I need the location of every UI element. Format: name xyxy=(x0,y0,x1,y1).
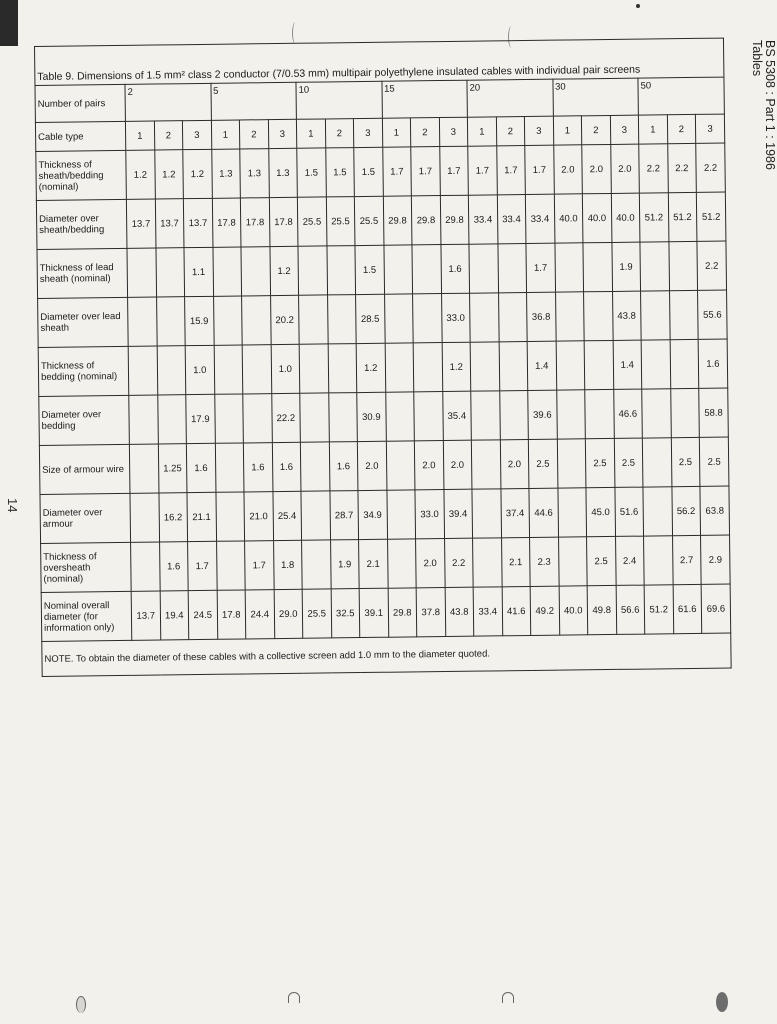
table-cell: 24.4 xyxy=(245,590,274,639)
row-label: Diameter over sheath/bedding xyxy=(36,199,127,249)
row-label: Thickness of oversheath (nominal) xyxy=(41,542,132,592)
table-cell xyxy=(643,487,672,536)
table-cell: 35.4 xyxy=(442,391,471,440)
table-cell xyxy=(557,439,586,488)
page-number: 14 xyxy=(5,498,20,513)
table-cell xyxy=(328,393,357,442)
table-cell xyxy=(213,247,242,296)
table-cell: 33.4 xyxy=(468,195,497,244)
table-cell: 40.0 xyxy=(554,194,583,243)
table-cell: 2.1 xyxy=(501,537,530,586)
table-cell xyxy=(302,540,331,589)
table-cell xyxy=(472,489,501,538)
table-cell xyxy=(328,344,357,393)
cable-type-cell: 3 xyxy=(610,115,639,144)
scan-corner-mark xyxy=(0,0,18,46)
table-cell: 1.3 xyxy=(268,148,297,197)
table-row xyxy=(41,584,731,641)
table-cell: 1.5 xyxy=(355,245,384,294)
table-cell xyxy=(387,539,416,588)
table-cell: 2.0 xyxy=(553,145,582,194)
table-cell xyxy=(641,340,670,389)
table-cell: 1.7 xyxy=(468,146,497,195)
table-cell xyxy=(556,341,585,390)
table-cell xyxy=(327,246,356,295)
table-cell xyxy=(216,541,245,590)
scan-hole-mark xyxy=(76,996,86,1013)
paper-fold-mark xyxy=(292,22,299,44)
table-cell: 17.8 xyxy=(240,198,269,247)
cable-type-cell: 1 xyxy=(211,120,240,149)
table-cell xyxy=(554,243,583,292)
table-cell: 2.5 xyxy=(528,439,557,488)
table-cell xyxy=(386,441,415,490)
cable-type-cell: 3 xyxy=(439,117,468,146)
table-cell: 2.2 xyxy=(696,143,726,192)
table-row xyxy=(41,535,731,592)
cable-type-cell: 2 xyxy=(325,119,354,148)
table-cell: 2.0 xyxy=(500,439,529,488)
table-cell xyxy=(129,444,158,493)
table-cell: 33.4 xyxy=(525,194,554,243)
cable-type-cell: 3 xyxy=(268,119,297,148)
table-cell xyxy=(642,438,671,487)
table-cell xyxy=(413,294,442,343)
row-label: Thickness of bedding (nominal) xyxy=(38,346,129,396)
table-cell: 1.7 xyxy=(525,145,554,194)
running-header xyxy=(750,40,776,170)
table-cell xyxy=(300,393,329,442)
table-cell: 1.4 xyxy=(527,341,556,390)
table-cell: 40.0 xyxy=(582,193,611,242)
table-cell: 21.1 xyxy=(187,492,216,541)
table-cell: 1.7 xyxy=(188,541,217,590)
table-cell: 1.6 xyxy=(243,443,272,492)
table-cell: 2.1 xyxy=(359,539,388,588)
table-cell xyxy=(299,344,328,393)
table-cell: 20.2 xyxy=(270,295,299,344)
scan-speck xyxy=(636,4,640,8)
table-cell: 1.7 xyxy=(411,147,440,196)
table-cell xyxy=(128,346,157,395)
table-cell xyxy=(473,538,502,587)
pair-group-header: 15 xyxy=(382,80,468,118)
table-cell: 1.2 xyxy=(126,150,155,199)
cable-type-cell: 2 xyxy=(154,121,183,150)
row-label: Thickness of sheath/bedding (nominal) xyxy=(36,150,127,200)
table-cell: 15.9 xyxy=(185,296,214,345)
table-cell: 40.0 xyxy=(611,193,640,242)
table-cell xyxy=(384,245,413,294)
table-cell: 43.8 xyxy=(612,291,641,340)
cable-type-cell: 1 xyxy=(467,117,496,146)
table-cell: 37.8 xyxy=(416,588,445,637)
table-cell xyxy=(242,296,271,345)
table-cell: 1.7 xyxy=(245,541,274,590)
table-cell xyxy=(555,292,584,341)
cable-type-cell: 2 xyxy=(239,120,268,149)
table-cell: 2.2 xyxy=(444,538,473,587)
table-cell: 33.4 xyxy=(497,195,526,244)
table-cell: 1.7 xyxy=(439,146,468,195)
table-cell: 1.2 xyxy=(154,150,183,199)
table-cell: 29.8 xyxy=(440,195,469,244)
table-cell: 51.2 xyxy=(696,192,726,241)
table-container xyxy=(34,38,732,677)
table-cell: 2.3 xyxy=(530,537,559,586)
row-label: Nominal overall diameter (for information only) xyxy=(41,591,132,641)
table-cell: 1.7 xyxy=(382,147,411,196)
table-cell: 1.5 xyxy=(297,148,326,197)
table-cell xyxy=(214,345,243,394)
table-cell xyxy=(469,244,498,293)
table-cell xyxy=(499,341,528,390)
table-row xyxy=(40,486,730,543)
table-cell: 24.5 xyxy=(188,590,217,639)
table-cell xyxy=(413,343,442,392)
table-cell xyxy=(242,345,271,394)
table-cell: 25.5 xyxy=(302,589,331,638)
table-cell: 32.5 xyxy=(331,589,360,638)
table-cell: 2.2 xyxy=(667,143,696,192)
table-cell: 2.5 xyxy=(614,438,643,487)
pairs-label: Number of pairs xyxy=(35,84,125,122)
table-cell: 1.25 xyxy=(158,444,187,493)
pair-group-header: 5 xyxy=(211,82,297,120)
table-row xyxy=(38,339,728,396)
table-cell xyxy=(215,443,244,492)
table-cell: 1.6 xyxy=(698,339,728,388)
table-cell: 25.5 xyxy=(326,197,355,246)
table-cell: 69.6 xyxy=(701,584,731,633)
table-cell xyxy=(644,536,673,585)
pair-group-header: 2 xyxy=(125,83,211,121)
cable-type-label: Cable type xyxy=(35,121,125,151)
table-cell xyxy=(670,339,699,388)
table-cell: 1.2 xyxy=(183,149,212,198)
table-cell xyxy=(241,247,270,296)
table-cell: 49.2 xyxy=(530,586,559,635)
table-cell: 39.4 xyxy=(443,489,472,538)
table-cell: 40.0 xyxy=(559,586,588,635)
table-cell: 25.4 xyxy=(273,491,302,540)
table-cell: 51.2 xyxy=(668,192,697,241)
table-cell: 2.7 xyxy=(672,535,701,584)
table-cell: 55.6 xyxy=(698,290,728,339)
table-cell: 1.7 xyxy=(496,146,525,195)
cable-type-cell: 3 xyxy=(695,114,724,143)
table-cell: 41.6 xyxy=(502,586,531,635)
table-cell xyxy=(668,241,697,290)
table-cell: 1.7 xyxy=(526,243,555,292)
table-cell xyxy=(157,395,186,444)
table-cell xyxy=(471,391,500,440)
table-cell xyxy=(556,390,585,439)
table-cell: 17.9 xyxy=(186,394,215,443)
table-cell xyxy=(641,291,670,340)
table-row xyxy=(36,192,726,249)
pair-group-header: 30 xyxy=(552,78,638,116)
table-cell xyxy=(156,297,185,346)
table-cell: 43.8 xyxy=(445,587,474,636)
table-cell: 1.9 xyxy=(330,540,359,589)
table-cell: 17.8 xyxy=(269,197,298,246)
table-cell xyxy=(414,392,443,441)
table-cell xyxy=(585,389,614,438)
table-cell: 44.6 xyxy=(529,488,558,537)
table-cell: 39.6 xyxy=(528,390,557,439)
table-cell: 29.8 xyxy=(411,196,440,245)
table-row xyxy=(39,437,729,494)
table-cell: 2.0 xyxy=(610,144,639,193)
table-cell: 56.2 xyxy=(671,486,700,535)
table-cell xyxy=(129,395,158,444)
table-cell: 33.0 xyxy=(415,490,444,539)
table-cell: 17.8 xyxy=(212,198,241,247)
table-cell: 2.0 xyxy=(443,440,472,489)
table-cell: 1.6 xyxy=(272,442,301,491)
table-cell: 61.6 xyxy=(673,584,702,633)
row-label: Diameter over lead sheath xyxy=(38,297,129,347)
table-cell: 1.5 xyxy=(354,147,383,196)
table-cell: 36.8 xyxy=(527,292,556,341)
table-cell: 58.8 xyxy=(699,388,729,437)
pair-group-header: 20 xyxy=(467,79,553,117)
cable-type-cell: 1 xyxy=(296,119,325,148)
paper-fold-mark xyxy=(502,992,514,1003)
table-cell: 2.5 xyxy=(587,536,616,585)
scan-hole-mark xyxy=(716,992,728,1012)
table-cell xyxy=(470,342,499,391)
table-cell: 22.2 xyxy=(271,393,300,442)
table-cell xyxy=(385,392,414,441)
table-cell: 1.9 xyxy=(611,242,640,291)
table-cell xyxy=(583,242,612,291)
table-cell xyxy=(385,343,414,392)
table-cell xyxy=(214,394,243,443)
cable-type-cell: 3 xyxy=(353,118,382,147)
table-cell xyxy=(384,294,413,343)
table-cell: 1.5 xyxy=(325,148,354,197)
table-cell: 1.8 xyxy=(273,540,302,589)
table-cell: 29.0 xyxy=(274,589,303,638)
table-cell xyxy=(387,490,416,539)
table-cell: 13.7 xyxy=(131,591,160,640)
table-cell: 1.4 xyxy=(613,340,642,389)
table-cell: 16.2 xyxy=(159,493,188,542)
cable-type-cell: 1 xyxy=(382,118,411,147)
table-cell: 2.0 xyxy=(357,441,386,490)
table-title: Table 9. Dimensions of 1.5 mm² class 2 conductor (7/0.53 mm) multipair polyethylene insulated cables with individual pair screens xyxy=(35,38,724,85)
standard-reference: BS 5308 : Part 1 : 1986 xyxy=(763,40,777,170)
table-cell: 1.0 xyxy=(185,345,214,394)
note-row xyxy=(42,633,731,676)
table-cell: 1.2 xyxy=(356,343,385,392)
table-cell: 1.3 xyxy=(240,149,269,198)
table-cell: 39.1 xyxy=(359,588,388,637)
table-cell xyxy=(327,295,356,344)
table-cell: 2.2 xyxy=(639,144,668,193)
row-label: Size of armour wire xyxy=(39,444,130,494)
table-cell: 51.2 xyxy=(639,193,668,242)
table-cell: 25.5 xyxy=(354,196,383,245)
cable-type-cell: 2 xyxy=(581,115,610,144)
table-cell: 29.8 xyxy=(383,196,412,245)
cable-type-cell: 2 xyxy=(410,118,439,147)
table-cell xyxy=(557,488,586,537)
table-cell: 1.2 xyxy=(270,246,299,295)
table-cell: 56.6 xyxy=(616,585,645,634)
table-cell: 63.8 xyxy=(700,486,730,535)
pair-group-header: 10 xyxy=(296,81,382,119)
table-cell: 2.4 xyxy=(615,536,644,585)
table-cell xyxy=(670,388,699,437)
table-cell: 51.2 xyxy=(644,585,673,634)
section-title: Tables xyxy=(750,40,764,77)
table-cell: 19.4 xyxy=(160,591,189,640)
table-cell: 2.0 xyxy=(414,441,443,490)
table-cell: 51.6 xyxy=(614,487,643,536)
table-cell xyxy=(216,492,245,541)
table-cell xyxy=(298,246,327,295)
table-cell: 33.4 xyxy=(473,587,502,636)
table-cell: 34.9 xyxy=(358,490,387,539)
table-cell xyxy=(669,290,698,339)
table-cell: 2.9 xyxy=(701,535,731,584)
table-cell: 49.8 xyxy=(587,585,616,634)
table-cell: 1.1 xyxy=(184,247,213,296)
table-cell: 37.4 xyxy=(500,488,529,537)
table-cell: 1.6 xyxy=(186,443,215,492)
table-cell: 46.6 xyxy=(613,389,642,438)
table-cell xyxy=(640,242,669,291)
table-cell: 1.2 xyxy=(442,342,471,391)
row-label: Diameter over armour xyxy=(40,493,131,543)
table-cell: 28.7 xyxy=(330,491,359,540)
table-cell xyxy=(584,340,613,389)
table-cell: 30.9 xyxy=(357,392,386,441)
table-cell xyxy=(131,542,160,591)
row-label: Diameter over bedding xyxy=(39,395,130,445)
cable-type-cell: 1 xyxy=(553,116,582,145)
table-cell: 29.8 xyxy=(388,588,417,637)
table-row xyxy=(36,143,726,200)
table-cell xyxy=(584,291,613,340)
table-cell: 2.0 xyxy=(582,144,611,193)
table-row xyxy=(39,388,729,445)
table-cell: 33.0 xyxy=(441,293,470,342)
table-cell xyxy=(499,390,528,439)
table-cell xyxy=(127,248,156,297)
table-cell xyxy=(243,394,272,443)
table-row xyxy=(37,241,727,298)
cable-type-cell: 2 xyxy=(496,117,525,146)
table-cell xyxy=(558,537,587,586)
dimensions-table xyxy=(34,38,732,677)
cable-type-cell: 3 xyxy=(182,120,211,149)
table-cell: 1.6 xyxy=(441,244,470,293)
table-cell: 2.5 xyxy=(671,437,700,486)
paper-fold-mark xyxy=(288,992,300,1003)
table-cell xyxy=(642,389,671,438)
table-cell: 1.6 xyxy=(329,442,358,491)
table-cell: 2.2 xyxy=(697,241,727,290)
cable-type-cell: 1 xyxy=(125,121,154,150)
table-note: NOTE. To obtain the diameter of these cables with a collective screen add 1.0 mm to the diameter quoted. xyxy=(42,633,731,676)
table-cell: 1.6 xyxy=(159,542,188,591)
table-cell: 1.0 xyxy=(271,344,300,393)
table-row xyxy=(38,290,728,347)
cable-type-cell: 3 xyxy=(524,116,553,145)
table-cell: 2.5 xyxy=(699,437,729,486)
table-cell xyxy=(300,442,329,491)
table-cell: 21.0 xyxy=(244,492,273,541)
table-cell xyxy=(128,297,157,346)
table-cell: 25.5 xyxy=(297,197,326,246)
table-cell xyxy=(498,293,527,342)
table-cell xyxy=(471,440,500,489)
table-cell xyxy=(130,493,159,542)
table-cell xyxy=(412,245,441,294)
cable-type-cell: 2 xyxy=(667,114,696,143)
table-cell: 17.8 xyxy=(217,590,246,639)
table-cell: 2.5 xyxy=(585,438,614,487)
table-cell: 13.7 xyxy=(155,199,184,248)
table-cell: 45.0 xyxy=(586,487,615,536)
table-cell xyxy=(299,295,328,344)
table-cell xyxy=(497,244,526,293)
table-cell xyxy=(470,293,499,342)
table-cell: 13.7 xyxy=(126,199,155,248)
table-cell xyxy=(156,248,185,297)
table-cell: 2.0 xyxy=(416,539,445,588)
row-label: Thickness of lead sheath (nominal) xyxy=(37,248,128,298)
pair-group-header: 50 xyxy=(638,77,724,115)
table-cell xyxy=(157,346,186,395)
cable-type-cell: 1 xyxy=(638,115,667,144)
table-cell xyxy=(301,491,330,540)
table-cell: 13.7 xyxy=(183,198,212,247)
table-cell xyxy=(213,296,242,345)
table-cell: 28.5 xyxy=(356,294,385,343)
table-cell: 1.3 xyxy=(211,149,240,198)
